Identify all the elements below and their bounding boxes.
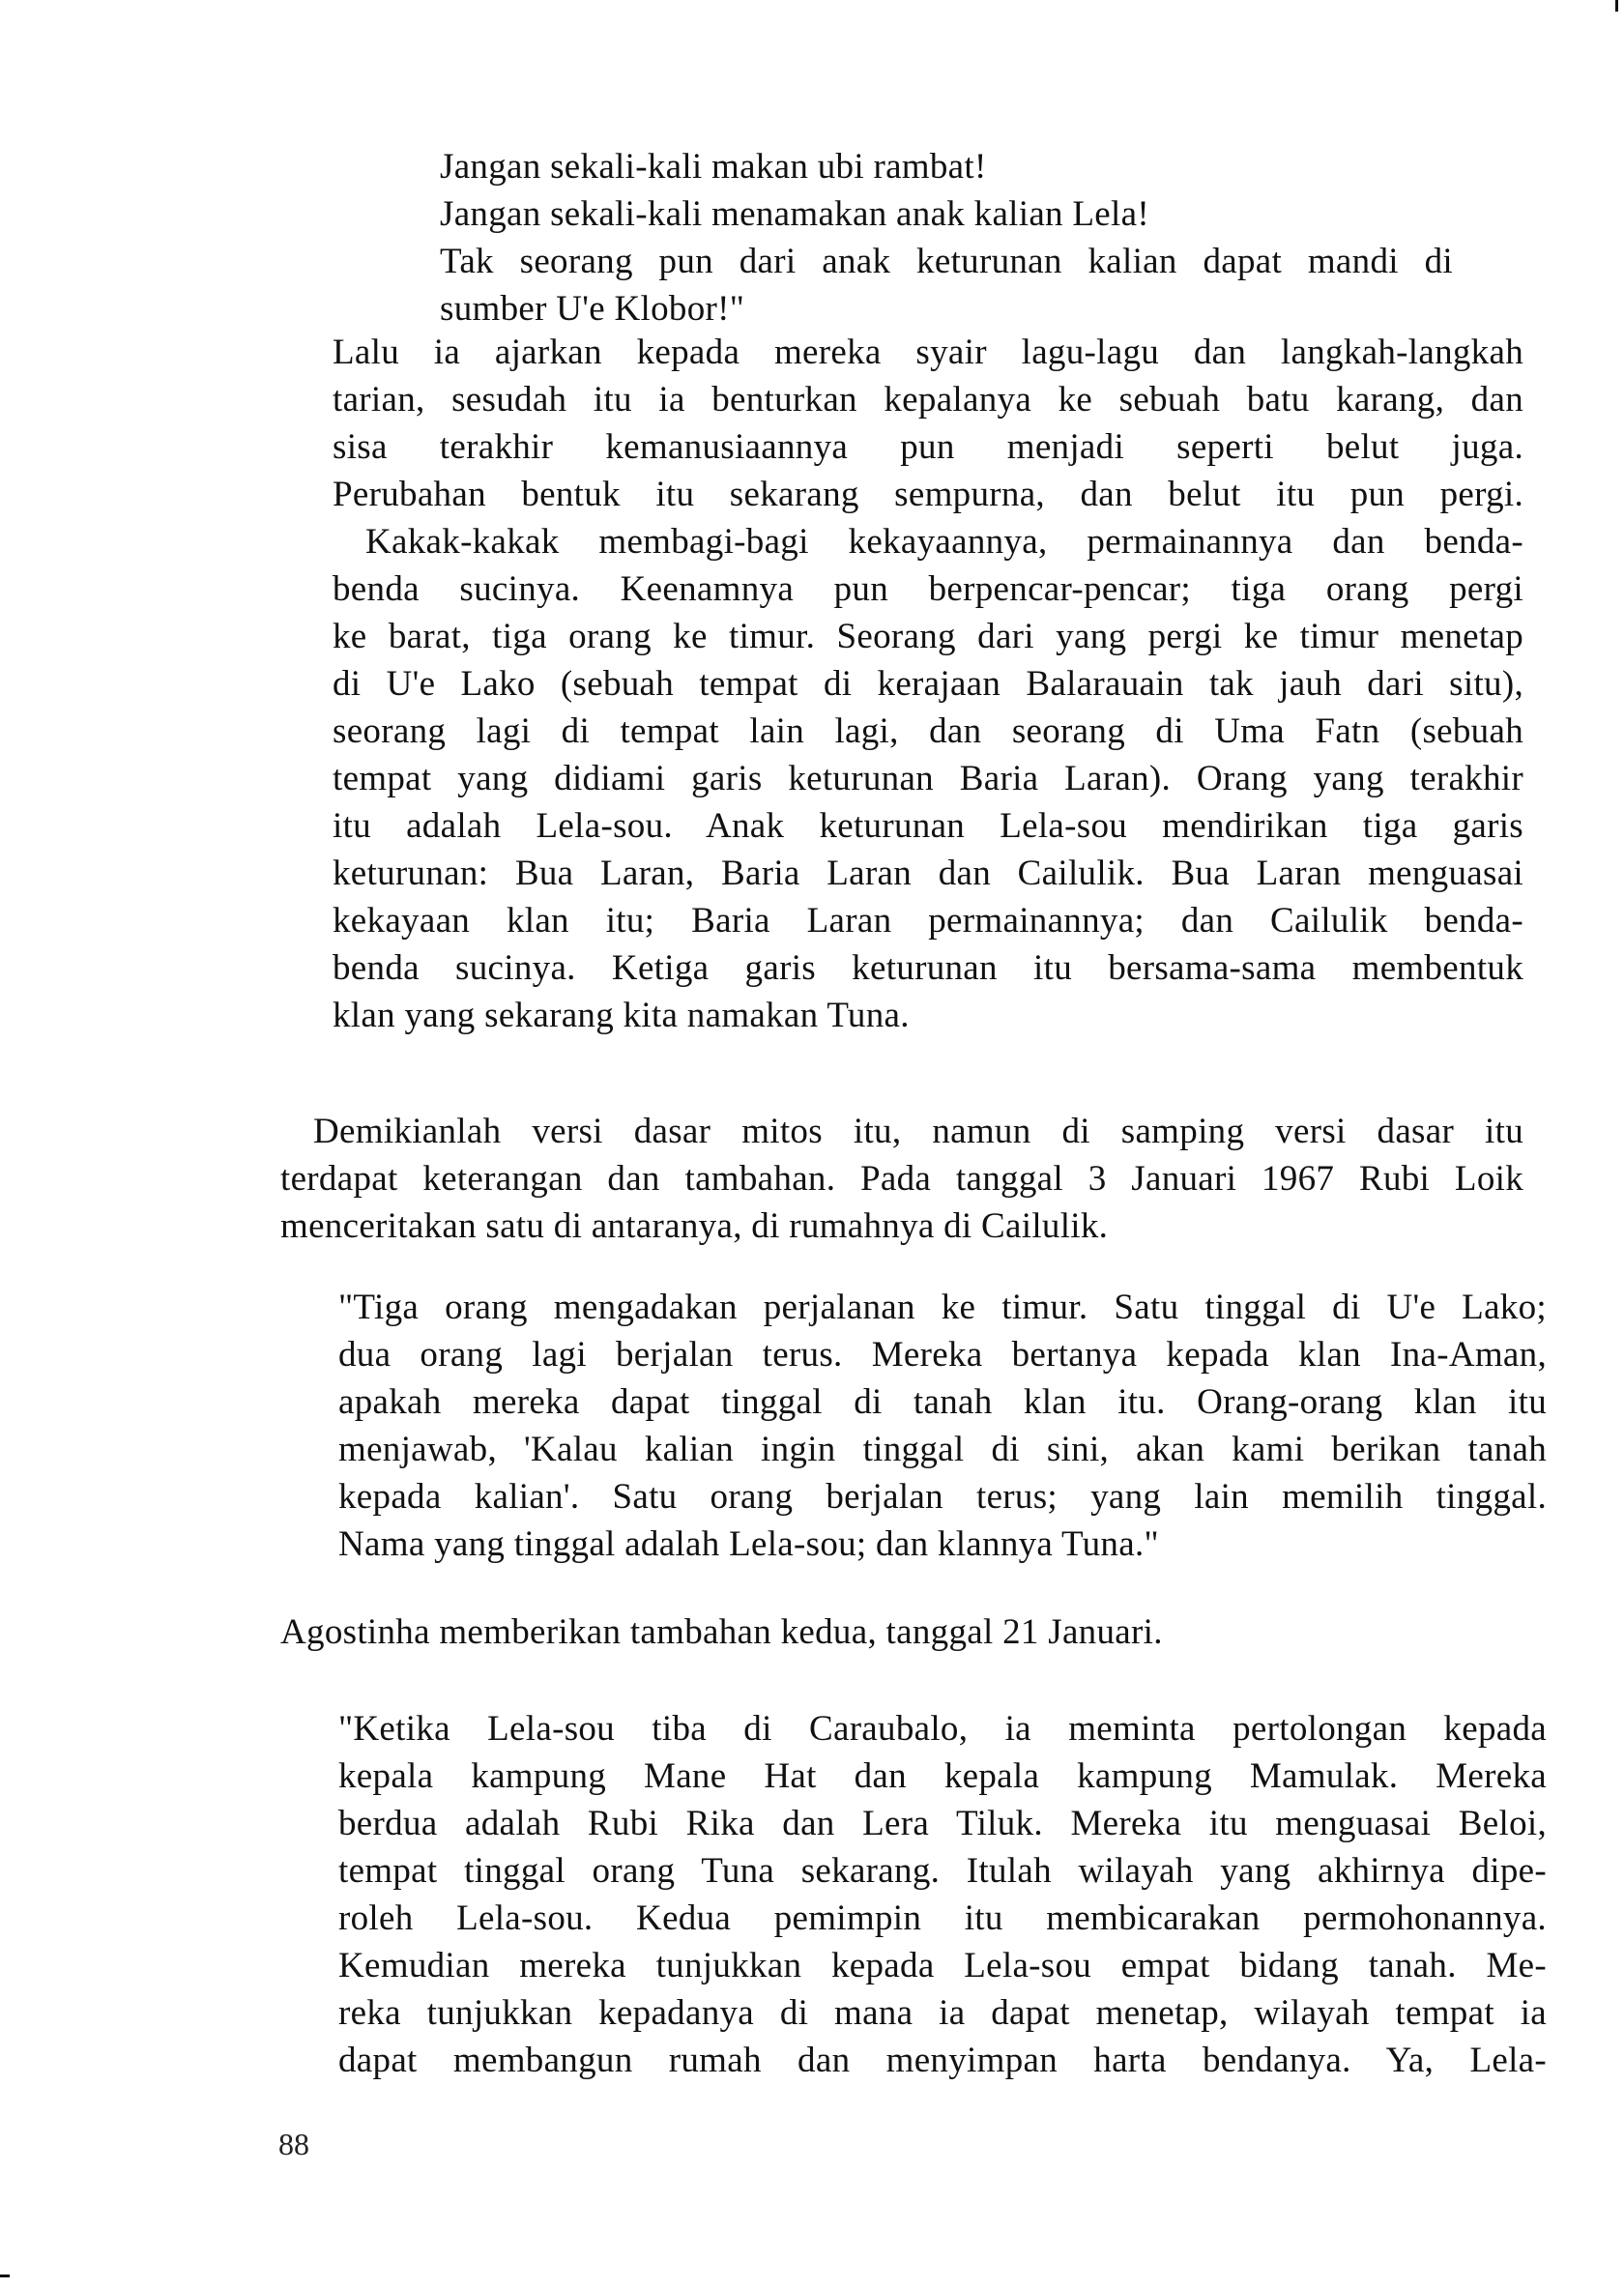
quote-line: kepada kalian'. Satu orang berjalan terus; yang lain memilih tinggal. (338, 1477, 1547, 1517)
paragraph-line: keturunan: Bua Laran, Baria Laran dan Cailulik. Bua Laran menguasai (333, 854, 1523, 893)
quote-line: "Ketika Lela-sou tiba di Caraubalo, ia meminta pertolongan kepada (338, 1709, 1547, 1749)
paragraph-line: Perubahan bentuk itu sekarang sempurna, dan belut itu pun pergi. (333, 475, 1523, 514)
paragraph-line: ke barat, tiga orang ke timur. Seorang dari yang pergi ke timur menetap (333, 617, 1523, 656)
quote-line: apakah mereka dapat tinggal di tanah klan itu. Orang-orang klan itu (338, 1382, 1547, 1422)
paragraph-line: benda sucinya. Keenamnya pun berpencar-pencar; tiga orang pergi (333, 569, 1523, 609)
paragraph-1 (333, 329, 1523, 1039)
quote-line: dua orang lagi berjalan terus. Mereka bertanya kepada klan Ina-Aman, (338, 1335, 1547, 1375)
verse-block (440, 143, 1453, 333)
verse-line: Tak seorang pun dari anak keturunan kalian dapat mandi di (440, 242, 1453, 281)
paragraph-line: Lalu ia ajarkan kepada mereka syair lagu-lagu dan langkah-langkah (333, 333, 1523, 372)
paragraph-line: itu adalah Lela-sou. Anak keturunan Lela-sou mendirikan tiga garis (333, 806, 1523, 846)
quote-line: berdua adalah Rubi Rika dan Lera Tiluk. Mereka itu menguasai Beloi, (338, 1804, 1547, 1843)
paragraph-line: Agostinha memberikan tambahan kedua, tanggal 21 Januari. (280, 1612, 1163, 1652)
paragraph-line: tempat yang didiami garis keturunan Baria Laran). Orang yang terakhir (333, 759, 1523, 798)
paragraph-3 (280, 1608, 1363, 1656)
scan-edge-mark (1615, 0, 1618, 12)
paragraph-line: menceritakan satu di antaranya, di rumahnya di Cailulik. (280, 1206, 1109, 1246)
quote-2 (338, 1705, 1547, 2084)
quote-line: kepala kampung Mane Hat dan kepala kampung Mamulak. Mereka (338, 1756, 1547, 1796)
paragraph-line: klan yang sekarang kita namakan Tuna. (333, 996, 910, 1035)
paragraph-line: sisa terakhir kemanusiaannya pun menjadi seperti belut juga. (333, 427, 1523, 467)
quote-line: dapat membangun rumah dan menyimpan harta bendanya. Ya, Lela- (338, 2041, 1547, 2080)
verse-line: Jangan sekali-kali menamakan anak kalian Lela! (440, 194, 1149, 234)
paragraph-line: tarian, sesudah itu ia benturkan kepalanya ke sebuah batu karang, dan (333, 380, 1523, 420)
quote-line: "Tiga orang mengadakan perjalanan ke timur. Satu tinggal di U'e Lako; (338, 1288, 1547, 1327)
quote-1 (338, 1284, 1547, 1568)
page-number: 88 (278, 2127, 309, 2161)
paragraph-line: terdapat keterangan dan tambahan. Pada tanggal 3 Januari 1967 Rubi Loik (280, 1159, 1523, 1199)
quote-line: reka tunjukkan kepadanya di mana ia dapat menetap, wilayah tempat ia (338, 1993, 1547, 2033)
paragraph-line: Kakak-kakak membagi-bagi kekayaannya, permainannya dan benda- (365, 522, 1523, 562)
paragraph-line: seorang lagi di tempat lain lagi, dan seorang di Uma Fatn (sebuah (333, 711, 1523, 751)
verse-line: Jangan sekali-kali makan ubi rambat! (440, 147, 987, 187)
paragraph-line: Demikianlah versi dasar mitos itu, namun di samping versi dasar itu (313, 1112, 1523, 1151)
quote-line: roleh Lela-sou. Kedua pemimpin itu membicarakan permohonannya. (338, 1898, 1547, 1938)
quote-line: tempat tinggal orang Tuna sekarang. Itulah wilayah yang akhirnya dipe- (338, 1851, 1547, 1891)
verse-line: sumber U'e Klobor!" (440, 289, 745, 329)
quote-line: Nama yang tinggal adalah Lela-sou; dan klannya Tuna." (338, 1524, 1159, 1564)
paragraph-2 (280, 1108, 1523, 1250)
paragraph-line: di U'e Lako (sebuah tempat di kerajaan Balarauain tak jauh dari situ), (333, 664, 1523, 704)
quote-line: Kemudian mereka tunjukkan kepada Lela-sou empat bidang tanah. Me- (338, 1946, 1547, 1985)
quote-line: menjawab, 'Kalau kalian ingin tinggal di sini, akan kami berikan tanah (338, 1430, 1547, 1469)
scan-edge-mark (0, 2275, 10, 2277)
paragraph-line: benda sucinya. Ketiga garis keturunan itu bersama-sama membentuk (333, 948, 1523, 988)
paragraph-line: kekayaan klan itu; Baria Laran permainannya; dan Cailulik benda- (333, 901, 1523, 941)
